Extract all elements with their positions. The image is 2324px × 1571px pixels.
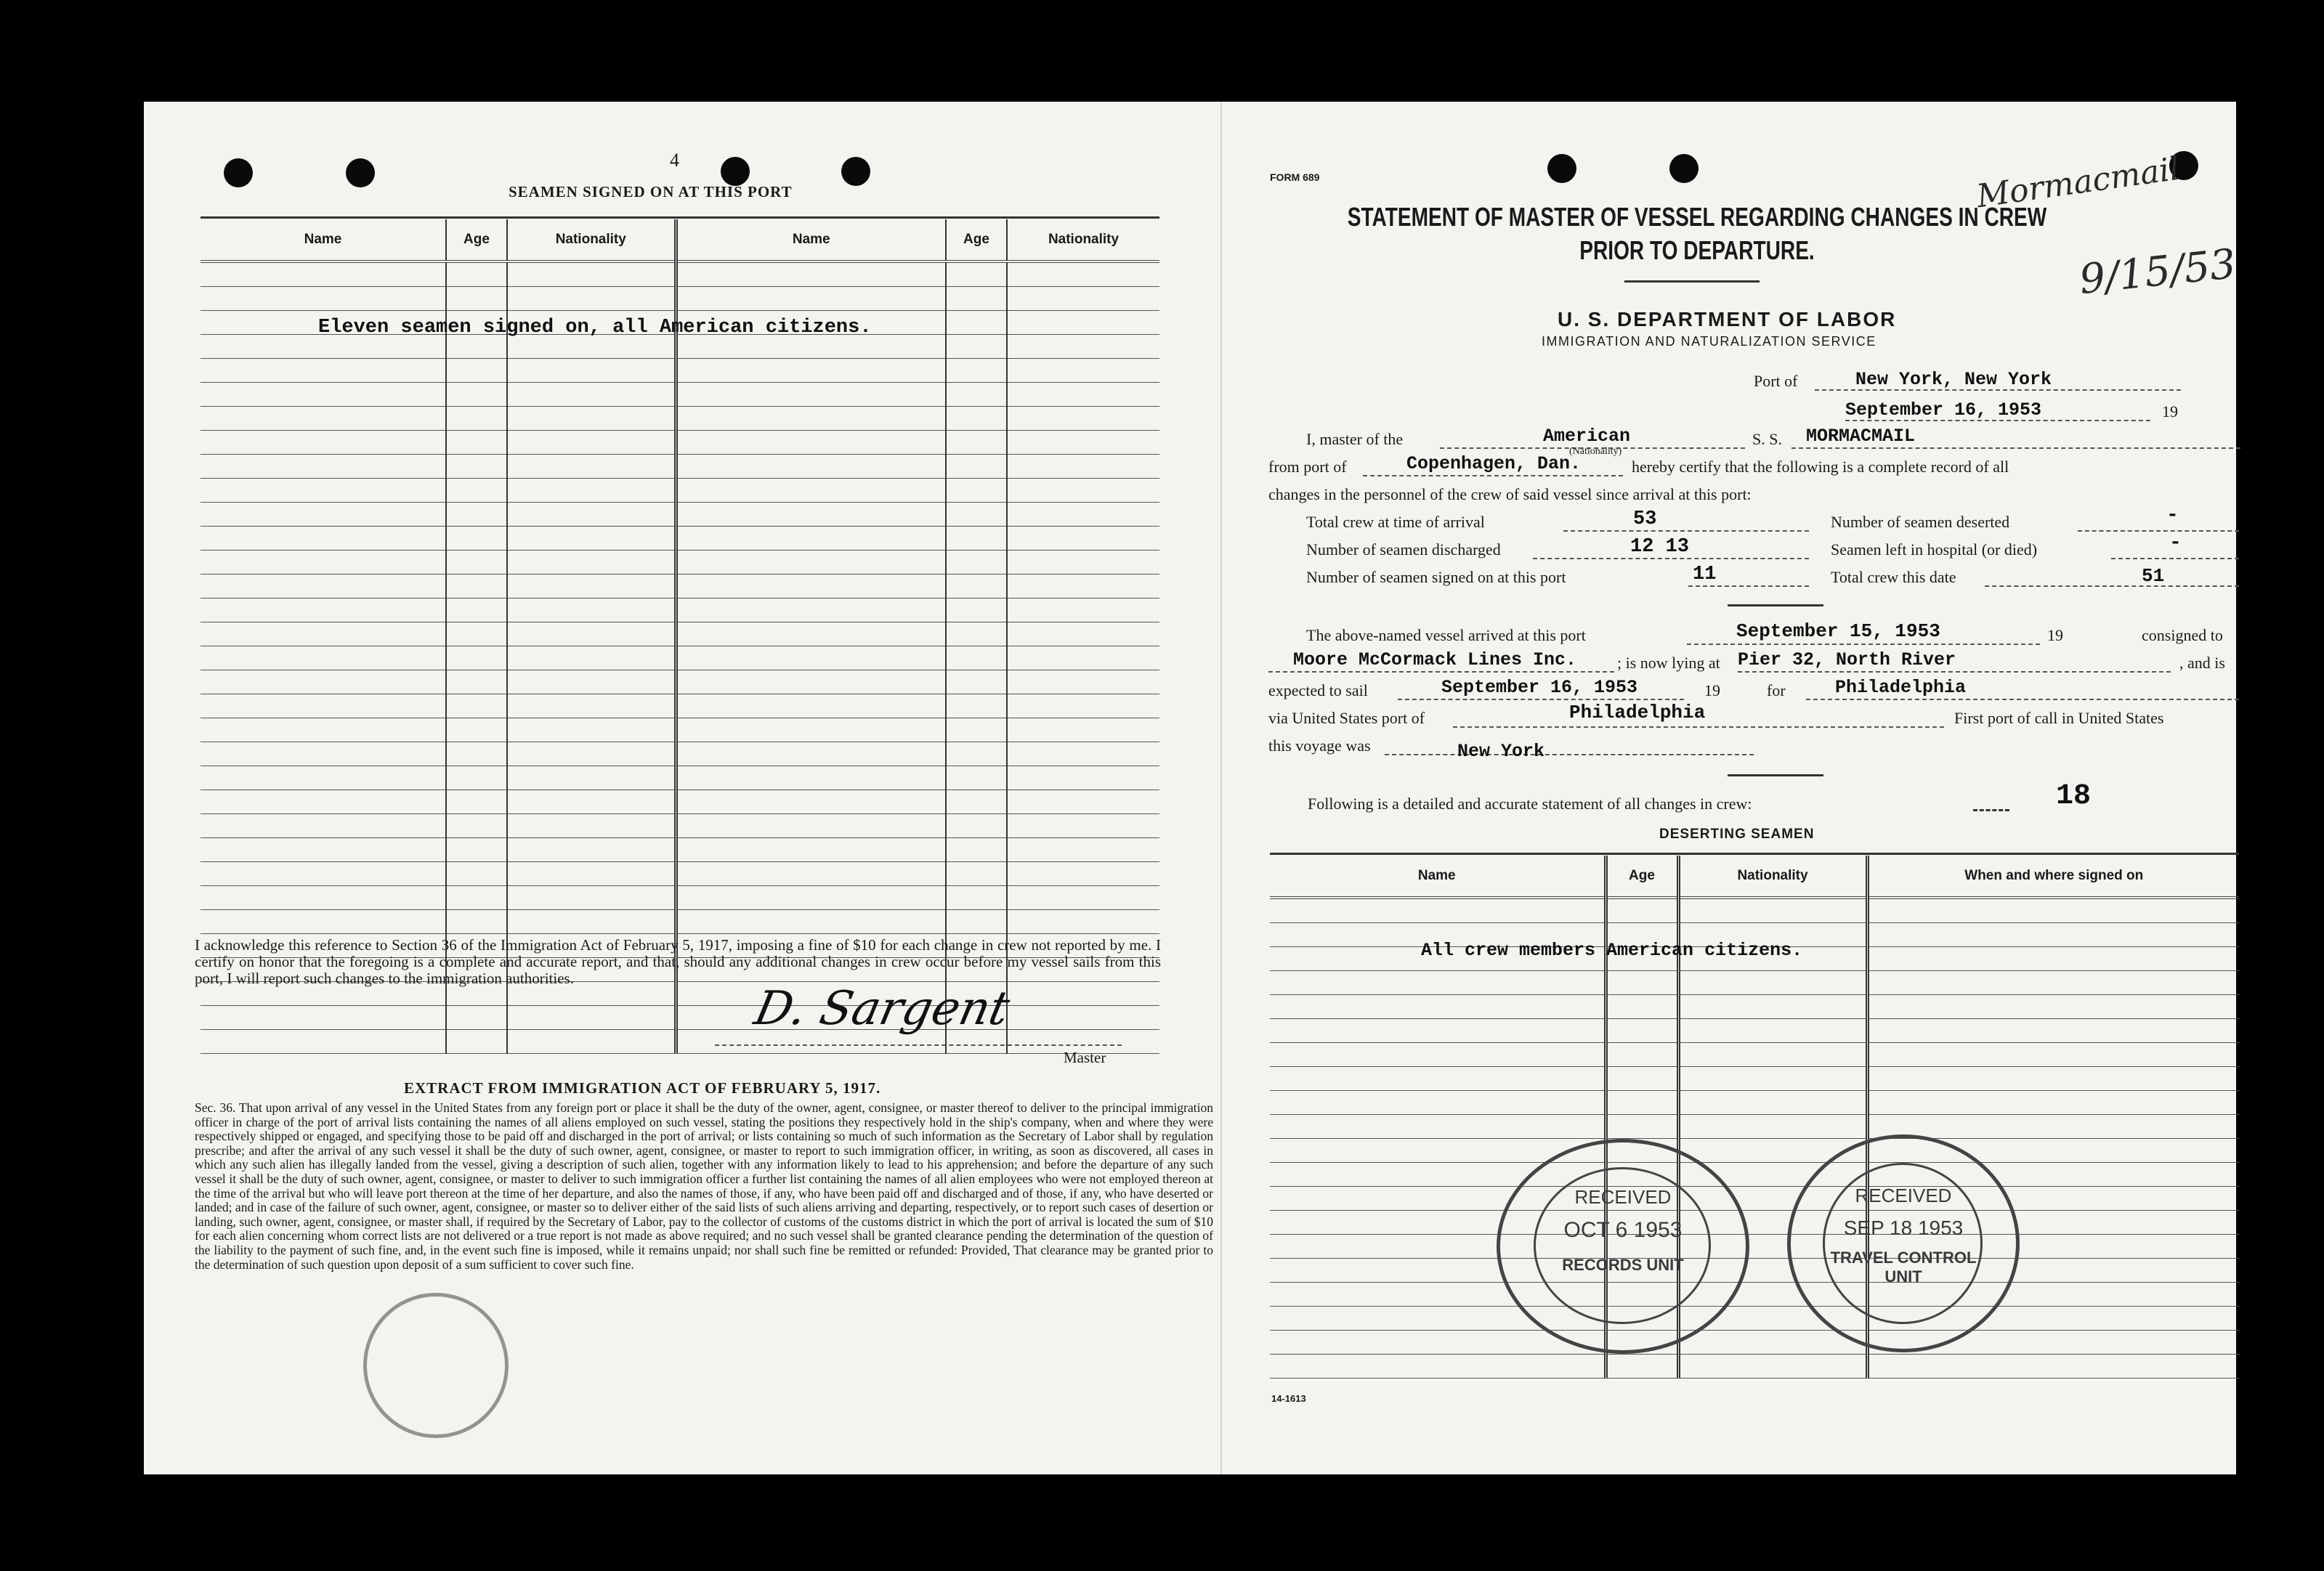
stamp-unit: RECORDS UNIT	[1562, 1256, 1684, 1274]
deserting-title: DESERTING SEAMEN	[1659, 827, 1815, 842]
voyage-field	[1385, 738, 1754, 755]
table-row	[201, 862, 1159, 886]
table-row	[201, 598, 1159, 622]
table-row	[201, 1030, 1159, 1054]
col-name: Name	[201, 219, 446, 261]
lying-value: Pier 32, North River	[1738, 649, 1956, 670]
master-label: Master	[1064, 1049, 1106, 1066]
table-row	[201, 694, 1159, 718]
total-date-value: 51	[2142, 565, 2165, 587]
table-row	[1270, 898, 2239, 923]
form-title-line1: STATEMENT OF MASTER OF VESSEL REGARDING CHANGES IN CREW	[1347, 202, 2047, 232]
department-name: U. S. DEPARTMENT OF LABOR	[1558, 308, 1897, 330]
punch-hole	[346, 158, 375, 187]
total-date-field	[1985, 569, 2239, 587]
table-row	[1270, 1139, 2239, 1163]
hospital-label: Seamen left in hospital (or died)	[1831, 540, 2038, 559]
punch-hole	[224, 158, 253, 187]
desert-entry: All crew members American citizens.	[1421, 940, 1803, 961]
deserted-label: Number of seamen deserted	[1831, 513, 2010, 531]
deserted-value: -	[2166, 504, 2179, 527]
table-row	[201, 910, 1159, 934]
arrived-value: September 15, 1953	[1736, 620, 1940, 642]
table-row	[1270, 1019, 2239, 1043]
stamp-unit: TRAVEL CONTROL UNIT	[1830, 1249, 1977, 1286]
nationality-value: American	[1543, 426, 1631, 447]
consignee-value: Moore McCormack Lines Inc.	[1293, 649, 1577, 670]
seamen-signed-title: SEAMEN SIGNED ON AT THIS PORT	[509, 183, 793, 200]
col-when-where: When and where signed on	[1867, 856, 2239, 898]
expected-value: September 16, 1953	[1441, 677, 1638, 698]
col-age: Age	[446, 219, 507, 261]
discharged-label: Number of seamen discharged	[1306, 540, 1501, 559]
table-row	[201, 527, 1159, 551]
port-value: New York, New York	[1855, 369, 2052, 390]
table-row	[1270, 995, 2239, 1019]
table-row	[201, 622, 1159, 646]
ss-label: S. S.	[1752, 430, 1782, 448]
table-row	[1270, 1163, 2239, 1187]
acknowledgement-text: I acknowledge this reference to Section 36 of the Immigration Act of February 5, 1917, imposing a fine of $10 for each change in crew not reported by me. I certify on honor that the foregoing is a complete and accurate report, and that, should any additional changes in crew occur before my vessel sails from this port, I will report such changes to the immigration authorities.	[195, 936, 1161, 987]
title-rule	[1624, 280, 1760, 283]
for-value: Philadelphia	[1835, 677, 1967, 698]
page-number: 4	[670, 150, 679, 171]
table-row	[1270, 1211, 2239, 1235]
via-label: via United States port of	[1268, 709, 1425, 727]
table-row	[201, 455, 1159, 479]
total-crew-field	[1563, 514, 1809, 532]
form-title-line2: PRIOR TO DEPARTURE.	[1579, 235, 1815, 265]
year-suffix-2: 19	[2047, 626, 2063, 644]
year-suffix-3: 19	[1704, 681, 1720, 699]
certify-text: hereby certify that the following is a complete record of all	[1632, 458, 2009, 476]
table-row	[201, 407, 1159, 431]
changes-count: 18	[2056, 780, 2092, 813]
table-row	[201, 742, 1159, 766]
extract-title: EXTRACT FROM IMMIGRATION ACT OF FEBRUARY 5, 1917.	[404, 1079, 881, 1097]
arrived-label: The above-named vessel arrived at this port	[1306, 626, 1586, 644]
col-nationality: Nationality	[1007, 219, 1159, 261]
from-port-label: from port of	[1268, 458, 1347, 476]
faded-stamp	[363, 1293, 509, 1438]
total-crew-value: 53	[1633, 508, 1657, 530]
section-rule	[1728, 604, 1823, 606]
table-row	[1270, 971, 2239, 995]
table-row	[1270, 1187, 2239, 1211]
consigned-label: consigned to	[2142, 626, 2223, 644]
col-name: Name	[1270, 856, 1606, 898]
total-crew-label: Total crew at time of arrival	[1306, 513, 1485, 531]
table-row	[201, 670, 1159, 694]
expected-label: expected to sail	[1268, 681, 1368, 699]
signed-on-label: Number of seamen signed on at this port	[1306, 568, 1566, 586]
table-row	[1270, 1235, 2239, 1259]
table-row	[1270, 1307, 2239, 1331]
via-value: Philadelphia	[1569, 702, 1706, 723]
handwritten-date-note: 9/15/53	[2077, 240, 2238, 304]
stamp-received: RECEIVED	[1574, 1186, 1672, 1208]
table-row	[201, 838, 1159, 862]
col-nationality: Nationality	[507, 219, 676, 261]
stamp-date: OCT 6 1953	[1563, 1218, 1683, 1242]
table-row	[201, 503, 1159, 527]
table-row	[1270, 1331, 2239, 1355]
signature-line	[715, 1044, 1122, 1046]
date-value: September 16, 1953	[1845, 399, 2042, 421]
desert-table-top-rule	[1270, 853, 2239, 855]
table-row	[201, 431, 1159, 455]
nationality-caption: (Nationality)	[1569, 446, 1622, 457]
port-label: Port of	[1754, 372, 1798, 390]
voyage-label: this voyage was	[1268, 736, 1371, 755]
stamp-received: RECEIVED	[1855, 1185, 1952, 1206]
hospital-value: -	[2169, 532, 2182, 554]
voyage-value: New York	[1457, 741, 1545, 762]
col-age: Age	[1606, 856, 1678, 898]
following-label: Following is a detailed and accurate statement of all changes in crew:	[1308, 795, 1752, 813]
vessel-name: MORMACMAIL	[1806, 426, 1916, 447]
service-name: IMMIGRATION AND NATURALIZATION SERVICE	[1542, 334, 1876, 349]
footer-code: 14-1613	[1271, 1393, 1306, 1404]
master-signature: D. Sargent	[750, 982, 1014, 1036]
signed-on-entry: Eleven seamen signed on, all American citizens.	[318, 317, 872, 338]
table-row	[1270, 1115, 2239, 1139]
extract-text: Sec. 36. That upon arrival of any vessel in the United States from any foreign port or place it shall be the duty of the owner, agent, consignee, or master thereof to deliver to the principal immigration officer in charge of the port of arrival lists containing the names of all aliens employed on such vessel, stating the positions they respectively hold in the ship's company, when and where they were respectively shipped or engaged, and specifying those to be paid off and discharged in the port of arrival; or lists containing so much of such information as the Secretary of Labor shall by regulation prescribe; and after the arrival of any such vessel it shall be the duty of such owner, agent, consignee, or master to report to such immigration officer, in writing, as soon as discovered, all cases in which any such alien has illegally landed from the vessel, giving a description of such alien, together with any information likely to lead to his apprehension; and before the departure of any such vessel it shall be the duty of such owner, agent, consignee, or master to deliver to such immigration officer a further list containing the names of all alien employees who were not employed thereon at the time of the arrival but who will leave port thereon at the time of her departure, and also the names of those, if any, who have been paid off and discharged and of those, if any, who have deserted or landed; and in case of the failure of such owner, agent, consignee, or master so to deliver either of the said lists of such aliens arriving and departing, respectively, or to report such cases of desertion or landing, such owner, agent, consignee, or master shall, if required by the Secretary of Labor, pay to the collector of customs of the customs district in which the port of arrival is located the sum of $10 for each alien concerning whom correct lists are not delivered or a true report is not made as above required; and no such vessel shall be granted clearance pending the determination of the question of the liability to the payment of such fine, and, in the event such fine is imposed, while it remains unpaid; nor shall such fine be remitted or refunded: Provided, That clearance may be granted prior to the determination of such question upon deposit of a sum sufficient to cover such fine.	[195, 1100, 1213, 1272]
stamp-date: SEP 18 1953	[1843, 1217, 1964, 1239]
punch-hole	[1669, 154, 1699, 183]
punch-hole	[841, 157, 870, 186]
for-label: for	[1767, 681, 1786, 699]
page-fold	[1220, 102, 1222, 1474]
received-stamp-records	[1497, 1139, 1749, 1354]
first-port-label: First port of call in United States	[1954, 709, 2164, 727]
punch-hole	[1547, 154, 1576, 183]
handwritten-vessel-note: Mormacmail	[1974, 150, 2182, 216]
changes-intro: changes in the personnel of the crew of said vessel since arrival at this port:	[1268, 485, 1752, 503]
table-row	[1270, 1067, 2239, 1091]
deserting-table	[1270, 856, 2239, 1379]
col-name: Name	[676, 219, 946, 261]
total-date-label: Total crew this date	[1831, 568, 1956, 586]
punch-hole	[721, 157, 750, 186]
changes-dash	[1973, 809, 2009, 811]
deserted-field	[2078, 514, 2239, 532]
table-row	[201, 766, 1159, 790]
received-stamp-travel-control	[1787, 1134, 2020, 1352]
table-row	[1270, 1283, 2239, 1307]
discharged-value: 12 13	[1630, 536, 1690, 558]
lying-label: ; is now lying at	[1617, 654, 1720, 672]
table-row	[201, 814, 1159, 838]
table-top-rule	[201, 216, 1159, 219]
table-row	[201, 551, 1159, 575]
table-row	[201, 718, 1159, 742]
table-row	[201, 646, 1159, 670]
table-row	[201, 790, 1159, 814]
table-row	[1270, 1091, 2239, 1115]
table-row	[201, 575, 1159, 598]
table-row	[1270, 1043, 2239, 1067]
table-row	[1270, 1355, 2239, 1379]
table-row	[201, 359, 1159, 383]
table-row	[201, 886, 1159, 910]
table-row	[201, 261, 1159, 287]
signed-on-value: 11	[1693, 564, 1717, 585]
table-row	[1270, 1259, 2239, 1283]
table-row	[201, 1006, 1159, 1030]
table-row	[201, 287, 1159, 311]
form-number: FORM 689	[1270, 171, 1320, 183]
section-rule-2	[1728, 774, 1823, 776]
col-age: Age	[946, 219, 1007, 261]
table-row	[201, 383, 1159, 407]
and-is-label: , and is	[2179, 654, 2225, 672]
master-of-label: I, master of the	[1306, 430, 1404, 448]
col-nationality: Nationality	[1678, 856, 1867, 898]
from-port-value: Copenhagen, Dan.	[1406, 453, 1582, 474]
table-row	[201, 479, 1159, 503]
signed-on-table	[201, 219, 1159, 1054]
year-suffix: 19	[2162, 402, 2178, 421]
